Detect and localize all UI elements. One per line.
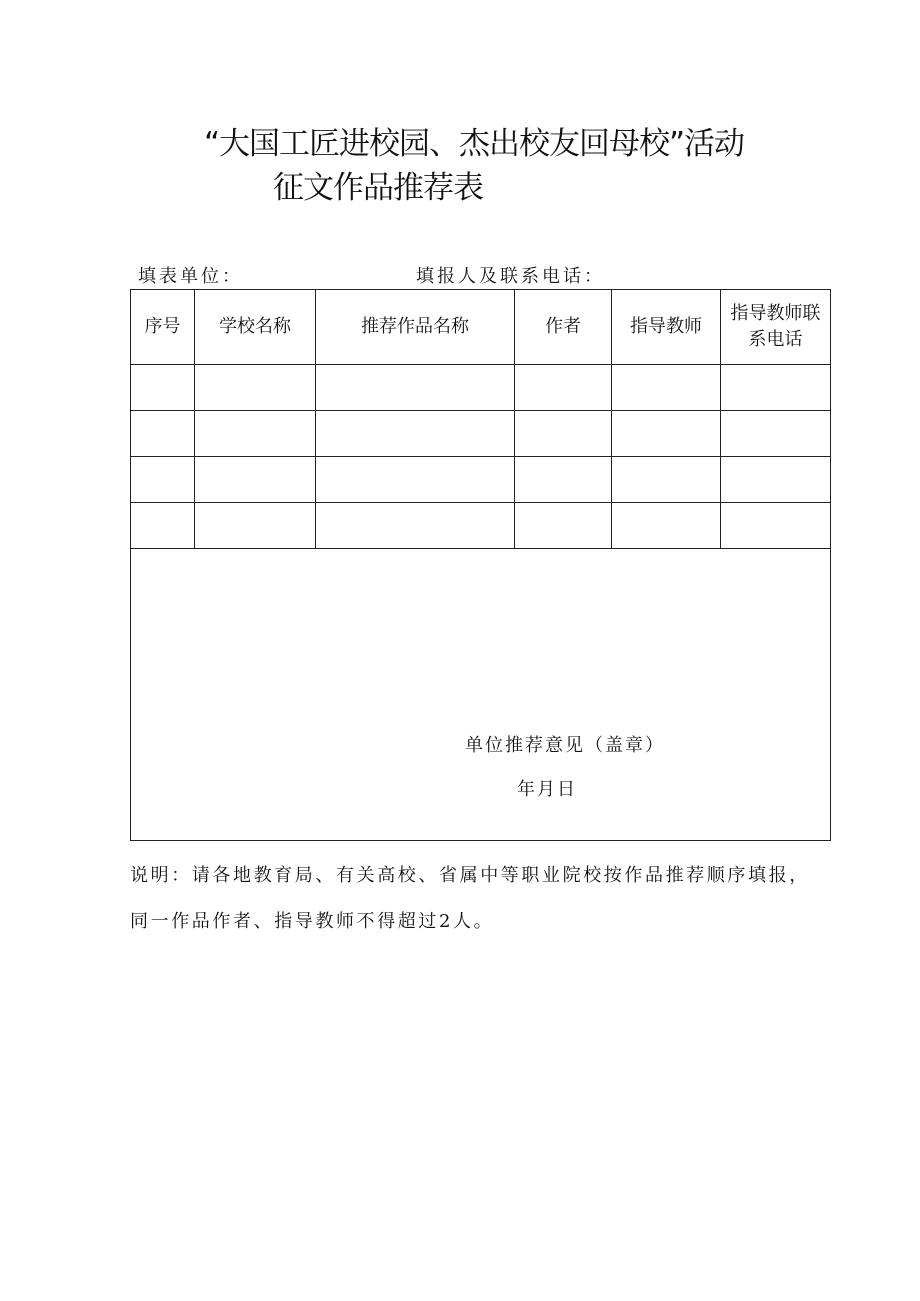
table-cell[interactable] [515, 365, 612, 411]
header-work-title: 推荐作品名称 [316, 290, 515, 365]
table-row [131, 457, 831, 503]
table-cell[interactable] [515, 503, 612, 549]
opinion-cell[interactable] [131, 549, 831, 841]
table-cell[interactable] [131, 411, 195, 457]
table-cell[interactable] [131, 503, 195, 549]
table-cell[interactable] [316, 411, 515, 457]
form-title-line-1: “大国工匠进校园、杰出校友回母校”活动 [203, 126, 745, 162]
table-cell[interactable] [612, 365, 721, 411]
table-header-row [131, 290, 831, 365]
table-cell[interactable] [612, 457, 721, 503]
fill-unit-label: 填表单位： [138, 266, 243, 287]
date-label: 年月日 [517, 779, 577, 800]
table-cell[interactable] [515, 457, 612, 503]
recommendation-table [130, 289, 831, 841]
table-cell[interactable] [316, 457, 515, 503]
fill-person-phone-label: 填报人及联系电话： [416, 266, 605, 287]
header-serial-number: 序号 [131, 290, 195, 365]
header-author: 作者 [515, 290, 612, 365]
header-school-name: 学校名称 [195, 290, 316, 365]
header-advisor: 指导教师 [612, 290, 721, 365]
table-cell[interactable] [721, 503, 831, 549]
table-cell[interactable] [131, 457, 195, 503]
table-cell[interactable] [316, 365, 515, 411]
header-advisor-phone: 指导教师联系电话 [721, 290, 831, 365]
table-row [131, 411, 831, 457]
table-cell[interactable] [131, 365, 195, 411]
table-cell[interactable] [612, 503, 721, 549]
unit-opinion-label: 单位推荐意见（盖章） [465, 735, 665, 756]
table-cell[interactable] [195, 457, 316, 503]
table-row [131, 503, 831, 549]
table-cell[interactable] [195, 503, 316, 549]
opinion-row [131, 549, 831, 841]
table-cell[interactable] [195, 411, 316, 457]
table-cell[interactable] [721, 411, 831, 457]
instructions-note: 说明：请各地教育局、有关高校、省属中等职业院校按作品推荐顺序填报，同一作品作者、指导教师不得超过2人。 [130, 865, 810, 932]
table-cell[interactable] [515, 411, 612, 457]
table-cell[interactable] [316, 503, 515, 549]
table-cell[interactable] [721, 365, 831, 411]
table-cell[interactable] [721, 457, 831, 503]
table-row [131, 365, 831, 411]
form-title-line-2: 征文作品推荐表 [273, 170, 483, 206]
table-cell[interactable] [195, 365, 316, 411]
table-cell[interactable] [612, 411, 721, 457]
